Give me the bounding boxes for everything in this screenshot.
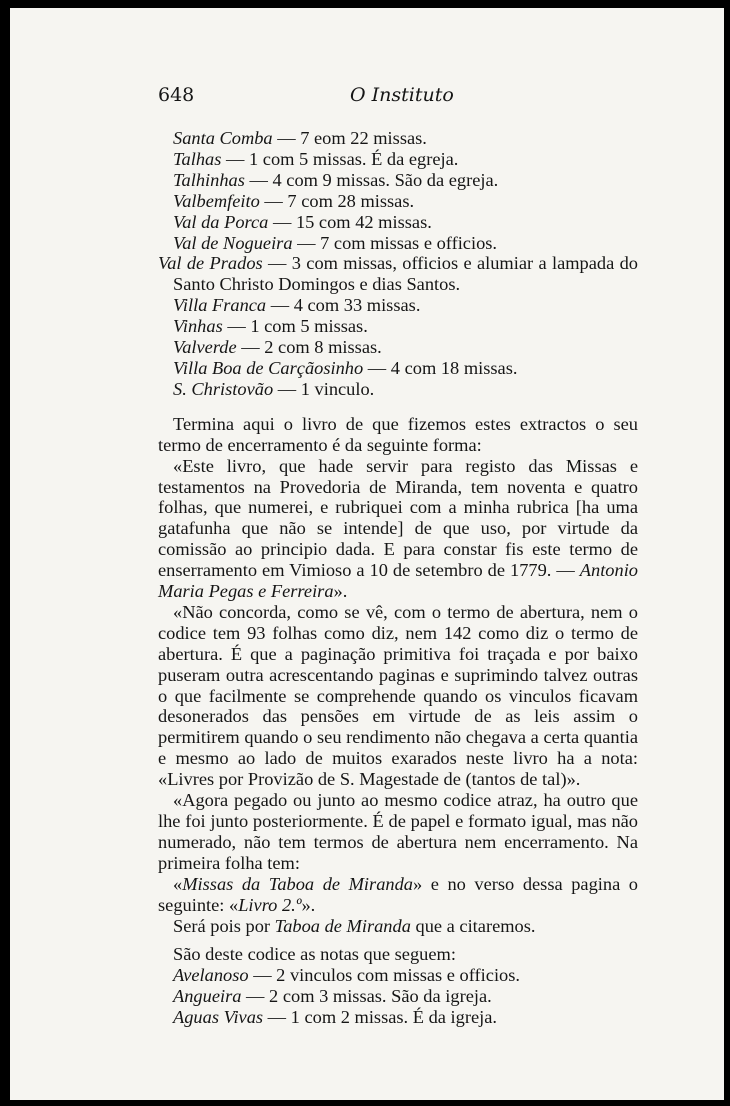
quote-close: ». xyxy=(301,894,316,915)
quote-text: «Este livro, que hade servir para registo das Missas e testamentos na Provedoria de Miranda, tem noventa e quatro folhas, que numerei, e rubriquei com a minha rubrica [ha uma gatafunha que não se intende] de que uso, por virtude da comissão ao principio dada. E para constar fis este termo de enserramento em Vimioso a 10 de setembro de 1779. — xyxy=(158,455,638,581)
paragraph-termina: Termina aqui o livro de que fizemos estes extractos o seu termo de encerramento é da seguinte forma: xyxy=(158,413,638,455)
entry-name: Aguas Vivas xyxy=(173,1007,264,1028)
entry-name: Villa Franca xyxy=(173,295,267,316)
paragraph-sao-deste: São deste codice as notas que seguem: xyxy=(173,944,456,965)
book-page xyxy=(10,8,724,1100)
entry-val-da-porca xyxy=(158,212,638,233)
entry-detail: — 2 com 8 missas. xyxy=(236,337,382,358)
entry-val-de-prados xyxy=(158,253,638,295)
running-title: O Instituto xyxy=(350,84,454,106)
entry-val-de-nogueira xyxy=(158,233,638,254)
paragraph-missas-taboa xyxy=(158,874,638,916)
entry-detail: — 15 com 42 missas. xyxy=(268,211,432,232)
entry-name: Vinhas xyxy=(173,316,223,337)
paragraph-text: Será pois por xyxy=(173,915,275,936)
entry-name: Talhinhas xyxy=(173,169,245,190)
entry-name: Talhas xyxy=(173,148,222,169)
entry-name: Val de Nogueira xyxy=(173,232,293,253)
entry-detail: — 7 com missas e officios. xyxy=(292,232,498,253)
entry-valverde xyxy=(158,337,638,358)
entry-detail: — 7 com 28 missas. xyxy=(259,190,415,211)
page-header xyxy=(158,84,556,110)
work-title: Missas da Taboa de Miranda xyxy=(182,873,413,894)
paragraph-nao-concorda: «Não concorda, como se vê, com o termo de abertura, nem o codice tem 93 folhas como diz, nem 142 como diz o termo de abertura. É que a paginação primitiva foi traçada e por baixo puseram outra acrescentando paginas e suprimindo talvez outras o que facilmente se comprehende quando os vinculos ficavam desonerados das pensões em virtude de as leis assim o permitirem quando o seu rendimento não chegava a certa quantia e mesmo ao lado de muitos exarados neste livro ha a nota: «Livres por Provizão de S. Magestade de (tantos de tal)». xyxy=(158,601,638,790)
paragraph-text: » e no verso dessa pagina o seguinte: « xyxy=(158,873,638,915)
entry-detail: — 4 com 18 missas. xyxy=(363,357,518,378)
entry-vinhas xyxy=(158,316,638,337)
entry-name: Avelanoso xyxy=(173,965,249,986)
paragraph-encerramento-quote xyxy=(158,456,638,602)
entry-avelanoso xyxy=(158,965,638,986)
paragraph-text: que a citaremos. xyxy=(410,915,536,936)
entry-s-christovao xyxy=(158,379,638,400)
entry-detail: — 1 vinculo. xyxy=(273,378,375,399)
entry-name: Valbemfeito xyxy=(173,190,260,211)
entry-detail: — 3 com missas, officios e alumiar a lampada do Santo Christo Domingos e dias Santos. xyxy=(173,253,638,295)
entry-villa-boa xyxy=(158,358,638,379)
entry-talhinhas xyxy=(158,170,638,191)
entry-name: Valverde xyxy=(173,337,237,358)
entry-angueira xyxy=(158,986,638,1007)
entry-detail: — 2 com 3 missas. São da igreja. xyxy=(241,986,492,1007)
signature: Antonio Maria Pegas e Ferreira xyxy=(158,560,638,602)
entry-valbemfeito xyxy=(158,191,638,212)
entry-villa-franca xyxy=(158,295,638,316)
entry-santa-comba xyxy=(158,128,638,149)
paragraph-agora-pegado: «Agora pegado ou junto ao mesmo codice atraz, ha outro que lhe foi junto posteriormente. É de papel e formato igual, mas não numerado, não tem termos de abertura nem encerramento. Na primeira folha tem: xyxy=(158,790,638,873)
entry-name: Val de Prados xyxy=(158,253,263,274)
page-text xyxy=(158,128,638,1028)
entry-detail: — 1 com 2 missas. É da igreja. xyxy=(263,1007,498,1028)
entry-aguas-vivas xyxy=(158,1007,638,1028)
entry-detail: — 1 com 5 missas. É da egreja. xyxy=(221,148,459,169)
entry-detail: — 4 com 33 missas. xyxy=(266,295,421,316)
paragraph-sera-pois xyxy=(158,916,638,937)
work-title: Taboa de Miranda xyxy=(274,915,411,936)
entry-name: Santa Comba xyxy=(173,128,273,148)
entry-talhas xyxy=(158,149,638,170)
entry-name: S. Christovão xyxy=(173,378,274,399)
entry-name: Angueira xyxy=(173,986,242,1007)
work-title-2: Livro 2.º xyxy=(238,894,302,915)
quote-open: « xyxy=(173,873,183,894)
entry-detail: — 1 com 5 missas. xyxy=(222,316,368,337)
quote-close: ». xyxy=(333,581,348,602)
entry-name: Val da Porca xyxy=(173,211,269,232)
entry-detail: — 4 com 9 missas. São da egreja. xyxy=(244,169,499,190)
entry-name: Villa Boa de Carçãosinho xyxy=(173,357,364,378)
entry-detail: — 7 eom 22 missas. xyxy=(272,128,427,148)
page-number: 648 xyxy=(158,84,195,106)
entry-detail: — 2 vinculos com missas e officios. xyxy=(248,965,520,986)
